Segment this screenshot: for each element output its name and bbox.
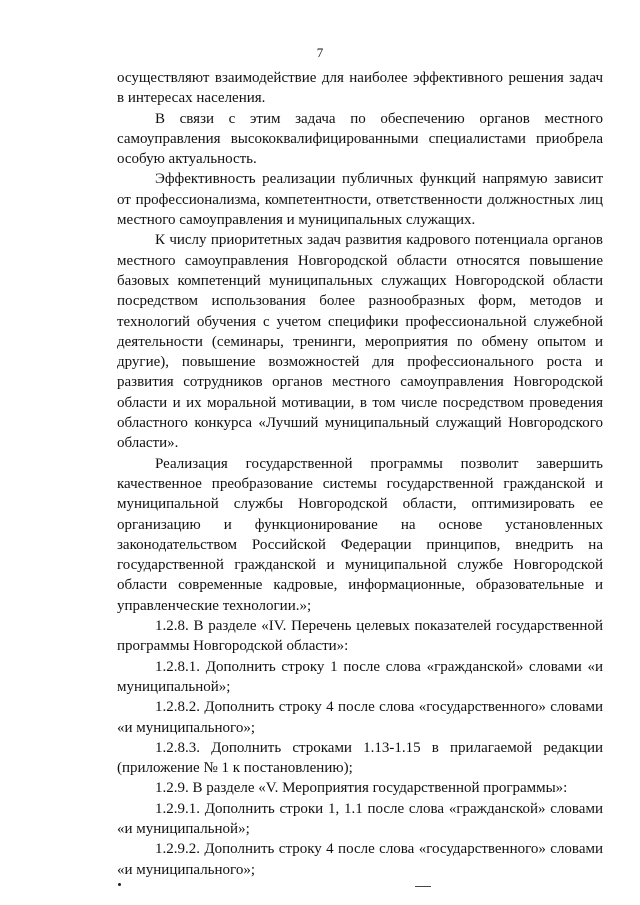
- paragraph-3: Эффективность реализации публичных функций напрямую зависит от профессионализма, компетентности, ответственности должностных лиц местного самоуправления и муниципальных служащих.: [117, 171, 603, 229]
- paragraph-7: 1.2.8.1. Дополнить строку 1 после слова «гражданской» словами «и муниципальной»;: [117, 658, 603, 695]
- document-body: [117, 68, 603, 880]
- footer-dash: [415, 886, 431, 887]
- paragraph-5: Реализация государственной программы позволит завершить качественное преобразование системы государственной гражданской и муниципальной службы Новгородской области, оптимизировать ее организацию и функционирование на основе установленных законодательством Российской Федерации принципов, внедрить на государственной гражданской и муниципальной службе Новгородской области современные кадровые, информационные, образовательные и управленческие технологии.»;: [117, 455, 603, 614]
- paragraph-2: В связи с этим задача по обеспечению органов местного самоуправления высококвалифицированными специалистами приобрела особую актуальность.: [117, 110, 603, 168]
- paragraph-6: 1.2.8. В разделе «IV. Перечень целевых показателей государственной программы Новгородской области»:: [117, 618, 603, 655]
- footer-mark: [118, 883, 121, 886]
- paragraph-11: 1.2.9.1. Дополнить строки 1, 1.1 после слова «гражданской» словами «и муниципальной»;: [117, 800, 603, 837]
- paragraph-8: 1.2.8.2. Дополнить строку 4 после слова «государственного» словами «и муниципального»;: [117, 699, 603, 736]
- paragraph-9: 1.2.8.3. Дополнить строками 1.13-1.15 в прилагаемой редакции (приложение № 1 к постановлению);: [117, 739, 603, 777]
- paragraph-4: К числу приоритетных задач развития кадрового потенциала органов местного самоуправления Новгородской области относятся повышение базовых компетенций муниципальных служащих Новгородской области посредством использования более разнообразных форм, методов и технологий обучения с учетом специфики профессиональной служебной деятельности (семинары, тренинги, мероприятия по обмену опытом и другие), повышение возможностей для профессионального роста и развития сотрудников органов местного самоуправления Новгородской области и их моральной мотивации, в том числе посредством проведения областного конкурса «Лучший муниципальный служащий Новгородского области».: [117, 232, 603, 452]
- paragraph-10: 1.2.9. В разделе «V. Мероприятия государственной программы»:: [155, 780, 568, 797]
- paragraph-12: 1.2.9.2. Дополнить строку 4 после слова «государственного» словами «и муниципального»;: [117, 841, 603, 878]
- page-number: 7: [316, 45, 324, 60]
- paragraph-1: осуществляют взаимодействие для наиболее эффективного решения задач в интересах населения.: [117, 70, 603, 107]
